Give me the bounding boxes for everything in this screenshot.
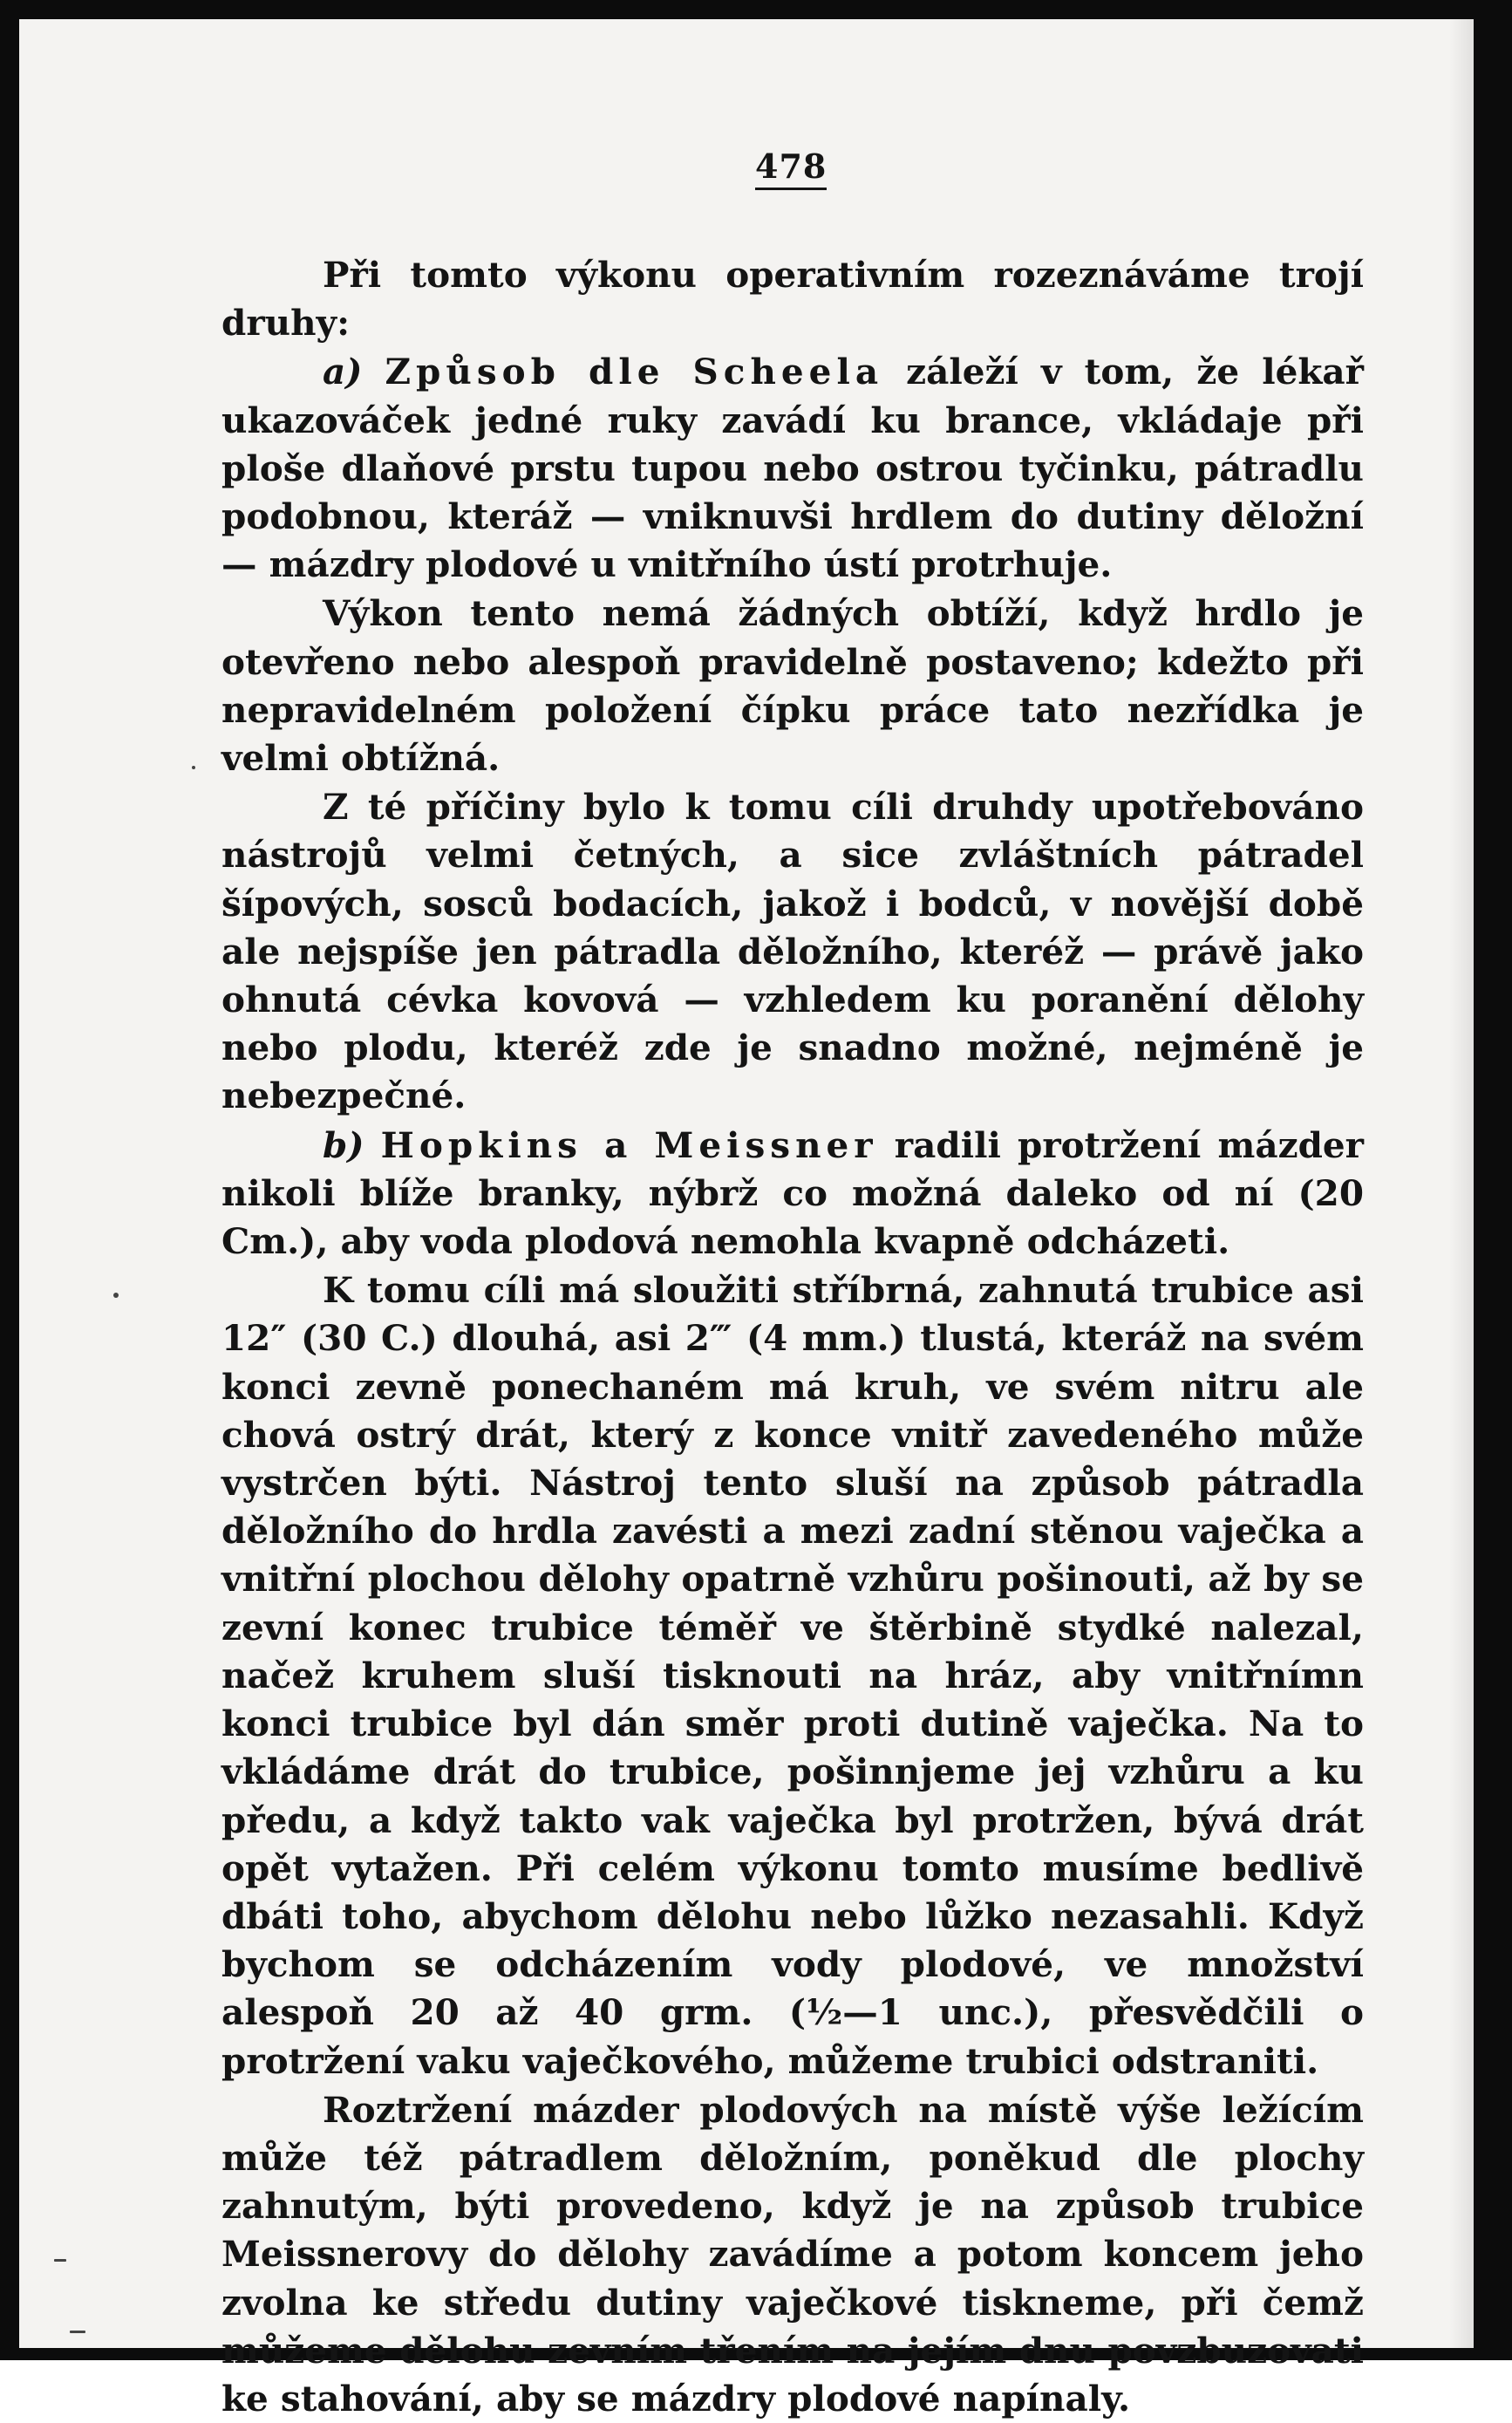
- method-name: Způsob dle Scheela: [385, 351, 884, 393]
- paragraph-tube: [221, 1266, 1364, 2085]
- scan-speck: [113, 1293, 119, 1298]
- paragraph-text: Z té příčiny bylo k tomu cíli druhdy upotřebováno nástrojů velmi četných, a sice zvláštních pátradel šípových, sosců bodacích, jakož i bodců, v novější době ale nejspíše jen pátradla děložního, kteréž — právě jako ohnutá cévka kovová — vzhledem ku poranění dělohy nebo plodu, kteréž zde je snadno možné, nejméně je nebezpečné.: [221, 786, 1364, 1117]
- paragraph-text: Při tomto výkonu operativním rozeznáváme trojí druhy:: [221, 254, 1364, 345]
- scan-speck: [192, 766, 195, 769]
- page-number: 478: [755, 147, 827, 190]
- paragraph-a: [221, 348, 1364, 589]
- scan-speck: [70, 2331, 85, 2333]
- paragraph-intro: [221, 251, 1364, 347]
- paragraph-rupture: [221, 2086, 1364, 2423]
- page-edge-shadow: [1449, 19, 1474, 2348]
- body-text: [221, 251, 1364, 2423]
- paragraph-text: radili protržení mázder nikoli blíže branky, nýbrž co možná daleko od ní (20 Cm.), aby voda plodová nemohla kvapně odcházeti.: [221, 1123, 1364, 1263]
- paragraph-text: Roztržení mázder plodových na místě výše ležícím může též pátradlem děložním, poněkud dle plochy zahnutým, býti provedeno, když je na způsob trubice Meissnerovy do dělohy zavádíme a potom koncem jeho zvolna ke středu dutiny vaječkové tiskneme, při čemž můžeme dělohu zevním třením na jejím dnu povzbuzovati ke stahování, aby se mázdry plodové napínaly.: [221, 2088, 1364, 2420]
- method-name: Hopkins a Meissner: [380, 1123, 878, 1166]
- paragraph-difficulty: [221, 590, 1364, 782]
- paragraph-text: záleží v tom, že lékař ukazováček jedné ruky zavádí ku brance, vkládaje při ploše dlaňové prstu tupou nebo ostrou tyčinku, pátradlu podobnou, kteráž — vniknuvši hrdlem do dutiny děložní — mázdry plodové u vnitřního ústí protrhuje.: [221, 351, 1364, 586]
- paragraph-b: [221, 1122, 1364, 1266]
- paragraph-text: K tomu cíli má sloužiti stříbrná, zahnutá trubice asi 12″ (30 C.) dlouhá, asi 2‴ (4 mm.) tlustá, kteráž na svém konci zevně ponechaném má kruh, ve svém nitru ale chová ostrý drát, který z konce vnitř zavedeného může vystrčen býti. Nástroj tento sluší na způsob pátradla děložního do hrdla zavésti a mezi zadní stěnou vaječka a vnitřní plochou dělohy opatrně vzhůru pošinouti, až by se zevní konec trubice téměř ve štěrbině stydké nalezal, načež kruhem sluší tisknouti na hráz, aby vnitřnímn konci trubice byl dán směr proti dutině vaječka. Na to vkládáme drát do trubice, pošinnjeme jej vzhůru a ku předu, a když takto vak vaječka byl protržen, bývá drát opět vytažen. Při celém výkonu tomto musíme bedlivě dbáti toho, abychom dělohu nebo lůžko nezasahli. Když bychom se odcházením vody plodové, ve množství alespoň 20 až 40 grm. (½—1 unc.), přesvědčili o protržení vaku vaječkového, můžeme trubici odstraniti.: [221, 1269, 1364, 2082]
- item-label: b): [323, 1123, 364, 1166]
- paragraph-text: Výkon tento nemá žádných obtíží, když hrdlo je otevřeno nebo alespoň pravidelně postaveno; kdežto při nepravidelném položení čípku práce tato nezřídka je velmi obtížná.: [221, 592, 1364, 780]
- item-label: a): [323, 351, 363, 393]
- scan-speck: [54, 2259, 66, 2262]
- paragraph-instruments: [221, 783, 1364, 1120]
